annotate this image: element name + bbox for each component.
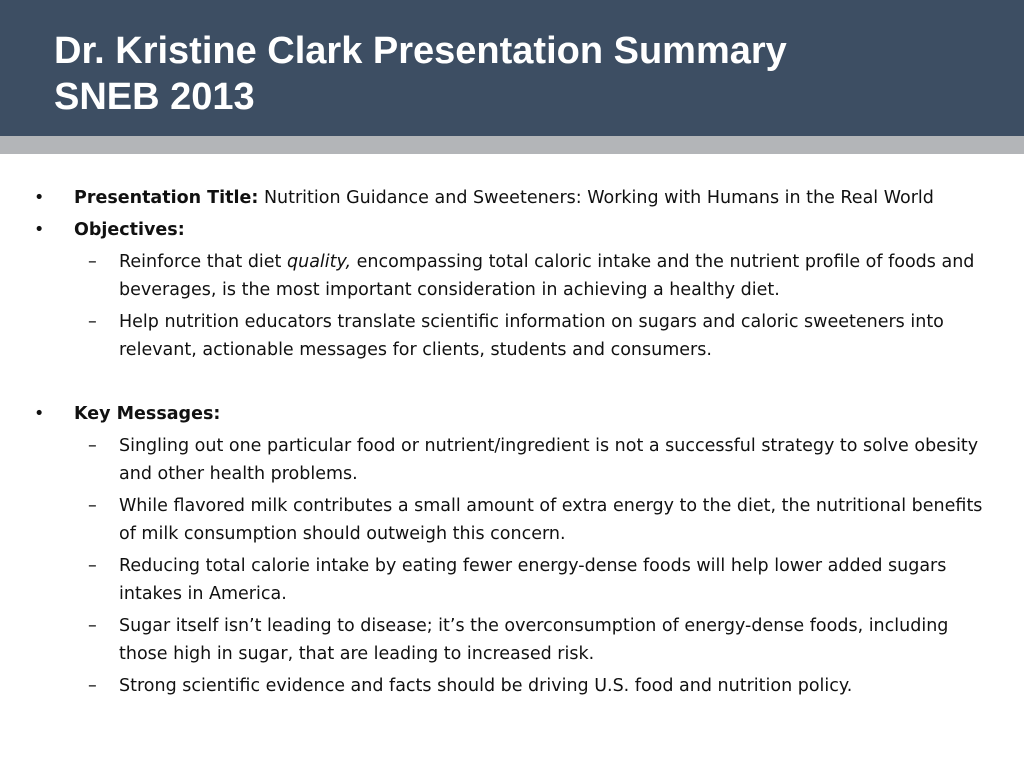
title-bar — [0, 0, 1024, 136]
key-message-item — [0, 612, 989, 668]
objective-item — [0, 248, 989, 304]
objective-text: Help nutrition educators translate scientific information on sugars and caloric sweeteners into relevant, actionable messages for clients, students and consumers. — [119, 312, 944, 360]
key-message-item — [0, 492, 989, 548]
key-message-item — [0, 432, 989, 488]
spacer — [0, 364, 1024, 400]
key-message-text: Singling out one particular food or nutrient/ingredient is not a successful strategy to solve obesity and other health problems. — [119, 436, 979, 484]
bullet-label: Presentation Title: — [74, 188, 259, 208]
title-line-1: Dr. Kristine Clark Presentation Summary — [54, 30, 787, 72]
dash-marker: – — [88, 252, 97, 272]
dash-marker: – — [88, 436, 97, 456]
bullet-label: Objectives: — [74, 220, 185, 240]
dash-marker: – — [88, 312, 97, 332]
bullet-marker: • — [34, 188, 45, 208]
bullet-objectives — [0, 216, 974, 244]
bullet-key-messages — [0, 400, 974, 428]
bullet-presentation-title — [0, 184, 974, 212]
dash-marker: – — [88, 496, 97, 516]
key-message-text: Reducing total calorie intake by eating fewer energy-dense foods will help lower added sugars intakes in America. — [119, 556, 947, 604]
title-line-2: SNEB 2013 — [54, 76, 255, 118]
dash-marker: – — [88, 556, 97, 576]
key-message-item — [0, 552, 989, 608]
bullet-text: Nutrition Guidance and Sweeteners: Working with Humans in the Real World — [263, 188, 934, 208]
objective-text-emphasis: quality, — [287, 252, 352, 272]
key-message-text: Strong scientific evidence and facts should be driving U.S. food and nutrition policy. — [119, 676, 853, 696]
key-message-item — [0, 672, 989, 700]
bullet-marker: • — [34, 404, 45, 424]
dash-marker: – — [88, 616, 97, 636]
key-message-text: Sugar itself isn’t leading to disease; it’s the overconsumption of energy-dense foods, including those high in sugar, that are leading to increased risk. — [119, 616, 949, 664]
objective-text-end: encompassing total caloric intake and the nutrient profile of foods and beverages, is the most important consideration in achieving a healthy diet. — [119, 252, 975, 300]
slide-title — [54, 28, 994, 120]
dash-marker: – — [88, 676, 97, 696]
slide-body — [0, 184, 1024, 700]
accent-band — [0, 136, 1024, 154]
key-message-text: While flavored milk contributes a small amount of extra energy to the diet, the nutritional benefits of milk consumption should outweigh this concern. — [119, 496, 983, 544]
bullet-label: Key Messages: — [74, 404, 221, 424]
bullet-marker: • — [34, 220, 45, 240]
objective-item — [0, 308, 989, 364]
objective-text-start: Reinforce that diet — [119, 252, 287, 272]
